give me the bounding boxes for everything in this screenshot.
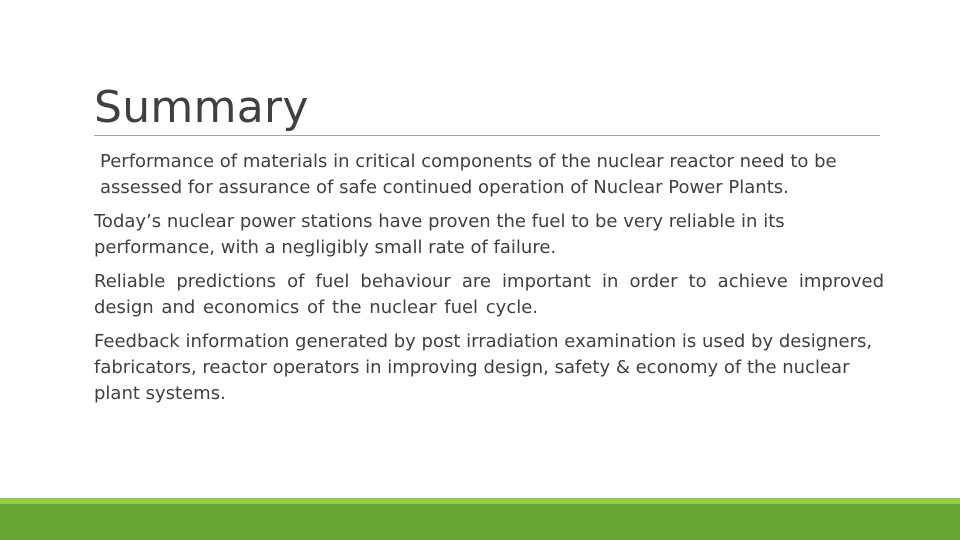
paragraph: Reliable predictions of fuel behaviour are important in order to achieve improved design and economics of the nuclear fuel cycle. bbox=[94, 271, 884, 318]
paragraph: Today’s nuclear power stations have proven the fuel to be very reliable in its performance, with a negligibly small rate of failure. bbox=[94, 211, 785, 258]
title-divider bbox=[94, 135, 880, 136]
slide-body bbox=[94, 149, 884, 415]
paragraph: Feedback information generated by post irradiation examination is used by designers, fabricators, reactor operators in improving design, safety & economy of the nuclear plant systems. bbox=[94, 331, 873, 404]
paragraph: Performance of materials in critical components of the nuclear reactor need to be assessed for assurance of safe continued operation of Nuclear Power Plants. bbox=[100, 151, 837, 198]
footer-accent-bar bbox=[0, 504, 960, 540]
slide-title: Summary bbox=[94, 82, 309, 133]
